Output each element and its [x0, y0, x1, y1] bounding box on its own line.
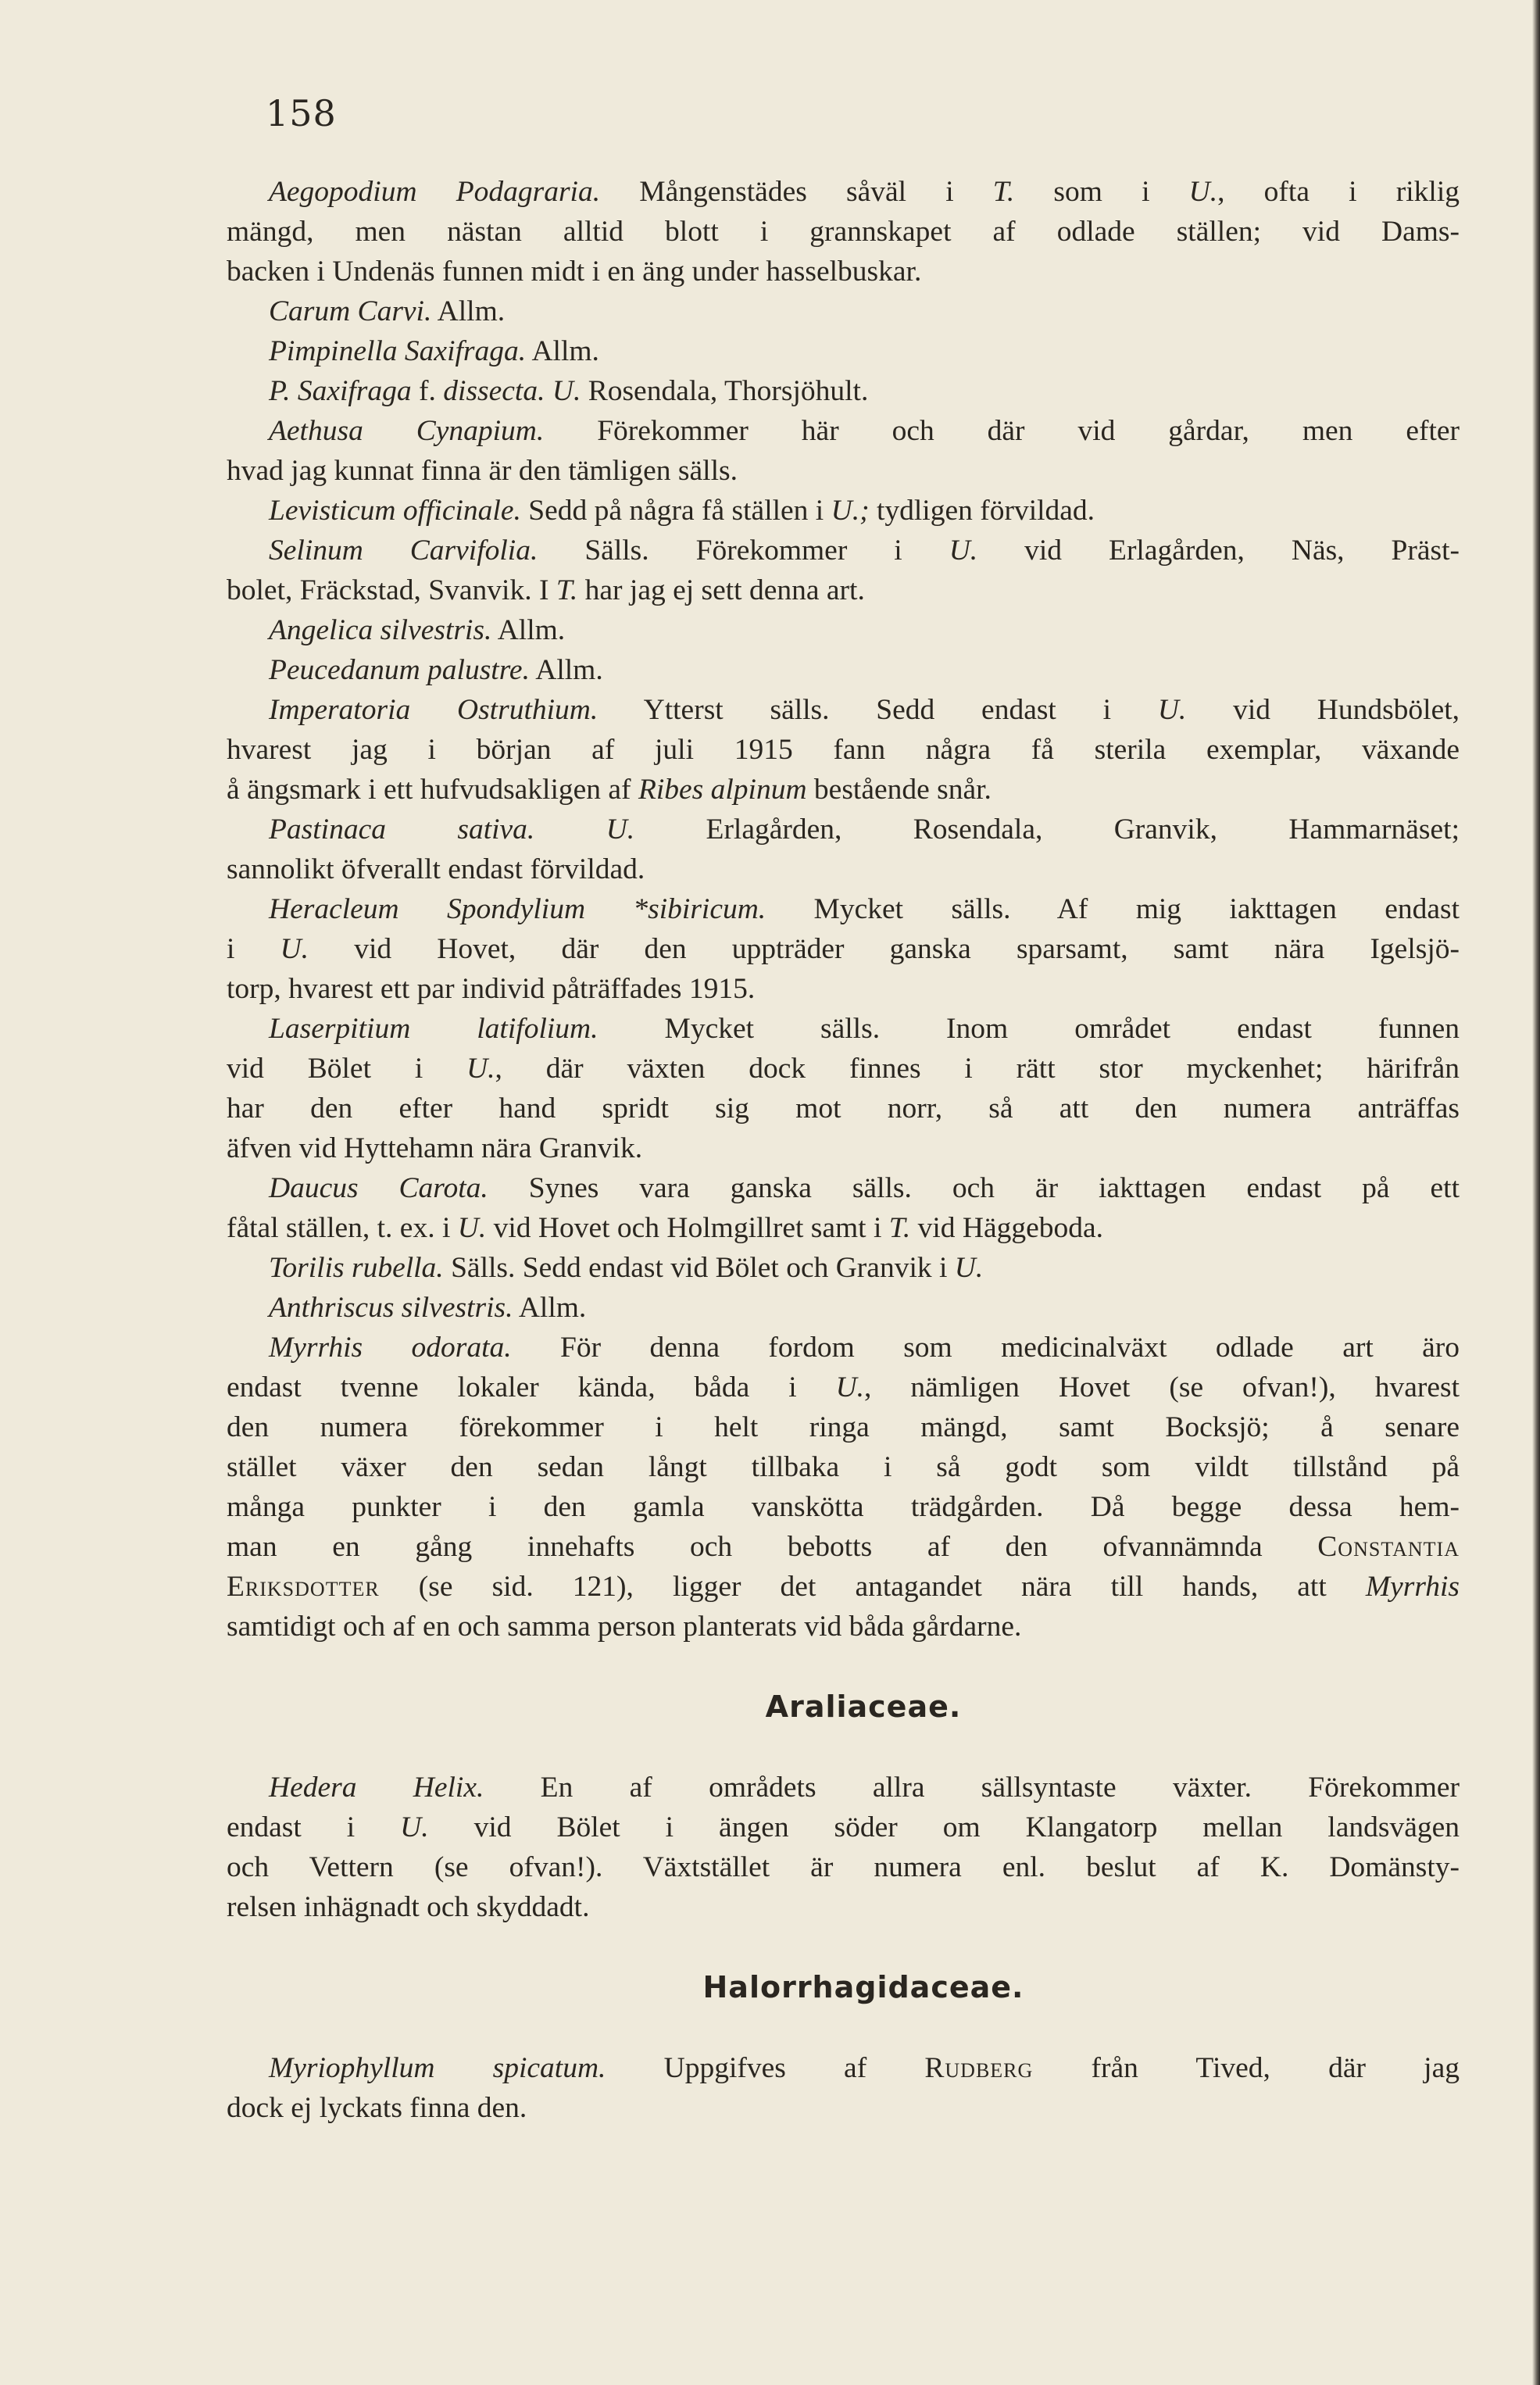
entry-laserpitium: Laserpitium latifolium. Mycket sälls. Inom området endast funnen vid Bölet i U., där växten dock finnes i rätt stor myckenhet; härifrån har den efter hand spridt sig mot norr, så att den numera anträffas äfven vid Hyttehamn nära Granvik. — [227, 1013, 1460, 1164]
page-number: 158 — [266, 92, 337, 134]
entry-peucedanum: Peucedanum palustre. Allm. — [269, 654, 603, 686]
person-name: Eriksdotter — [227, 1571, 380, 1603]
entry-anthriscus: Anthriscus silvestris. Allm. — [269, 1292, 587, 1324]
entry-hedera: Hedera Helix. En af områdets allra sällsyntaste växter. Förekommer endast i U. vid Bölet i ängen söder om Klangatorp mellan landsvägen och Vettern (se ofvan!). Växtstället är numera enl. beslut af K. Domänsty- relsen inhägnadt och skyddadt. — [227, 1772, 1460, 1923]
entry-pimpinella: Pimpinella Saxifraga. Allm. — [269, 335, 599, 367]
person-name: Rudberg — [924, 2052, 1034, 2084]
entry-carum: Carum Carvi. Allm. — [269, 295, 506, 327]
entry-torilis: Torilis rubella. Sälls. Sedd endast vid Bölet och Granvik i U. — [269, 1252, 984, 1284]
entry-myrrhis: Myrrhis odorata. För denna fordom som medicinalväxt odlade art äro endast tvenne lokaler kända, båda i U., nämligen Hovet (se ofvan!), hvarest den numera förekommer i helt ringa mängd, samt Bocksjö; å senare stället växer den sedan långt tillbaka i så godt som vildt tillstånd på många punkter i den gamla vanskötta trädgården. Då begge dessa hem- man en gång innehafts och bebotts af den ofvannämnda Constantia Eriksdotter (se sid. 121), ligger det antagandet nära till hands, att Myrrhis samtidigt och af en och samma person planterats vid båda gårdarne. — [227, 1332, 1460, 1643]
entry-selinum: Selinum Carvifolia. Sälls. Förekommer i U. vid Erlagården, Näs, Präst- bolet, Fräckstad, Svanvik. I T. har jag ej sett denna art. — [227, 535, 1460, 606]
entry-aegopodium: Aegopodium Podagraria. Mångenstädes såväl i T. som i U., ofta i riklig mängd, men nästan alltid blott i grannskapet af odlade ställen; vid Dams- backen i Undenäs funnen midt i en äng under hasselbuskar. — [227, 176, 1460, 288]
species-name: Aegopodium Podagraria. — [269, 176, 601, 208]
page-edge — [1532, 0, 1540, 2385]
entry-imperatoria: Imperatoria Ostruthium. Ytterst sälls. Sedd endast i U. vid Hundsbölet, hvarest jag i början af juli 1915 fann några få sterila exemplar, växande å ängsmark i ett hufvudsakligen af Ribes alpinum bestående snår. — [227, 694, 1460, 806]
family-heading-halorrhagidaceae: Halorrhagidaceae. — [702, 1970, 1024, 2004]
entry-angelica: Angelica silvestris. Allm. — [269, 614, 566, 646]
entry-pastinaca: Pastinaca sativa. U. Erlagården, Rosendala, Granvik, Hammarnäset; sannolikt öfverallt endast förvildad. — [227, 813, 1460, 885]
entry-heracleum: Heracleum Spondylium *sibiricum. Mycket sälls. Af mig iakttagen endast i U. vid Hovet, där den uppträder ganska sparsamt, samt nära Igelsjö- torp, hvarest ett par individ påträffades 1915. — [227, 893, 1460, 1005]
entry-pimpinella-dissecta: P. Saxifraga f. dissecta. U. Rosendala, Thorsjöhult. — [269, 375, 869, 407]
entry-aethusa: Aethusa Cynapium. Förekommer här och där vid gårdar, men efter hvad jag kunnat finna är den tämligen sälls. — [227, 415, 1460, 487]
person-name: Constantia — [1317, 1531, 1460, 1563]
entry-myriophyllum: Myriophyllum spicatum. Uppgifves af Rudberg från Tived, där jag dock ej lyckats finna den. — [227, 2052, 1460, 2124]
text-block — [227, 172, 1460, 2128]
entry-levisticum: Levisticum officinale. Sedd på några få ställen i U.; tydligen förvildad. — [269, 495, 1095, 527]
family-heading-araliaceae: Araliaceae. — [765, 1690, 962, 1724]
entry-daucus: Daucus Carota. Synes vara ganska sälls. och är iakttagen endast på ett fåtal ställen, t. ex. i U. vid Hovet och Holmgillret samt i T. vid Häggeboda. — [227, 1172, 1460, 1244]
